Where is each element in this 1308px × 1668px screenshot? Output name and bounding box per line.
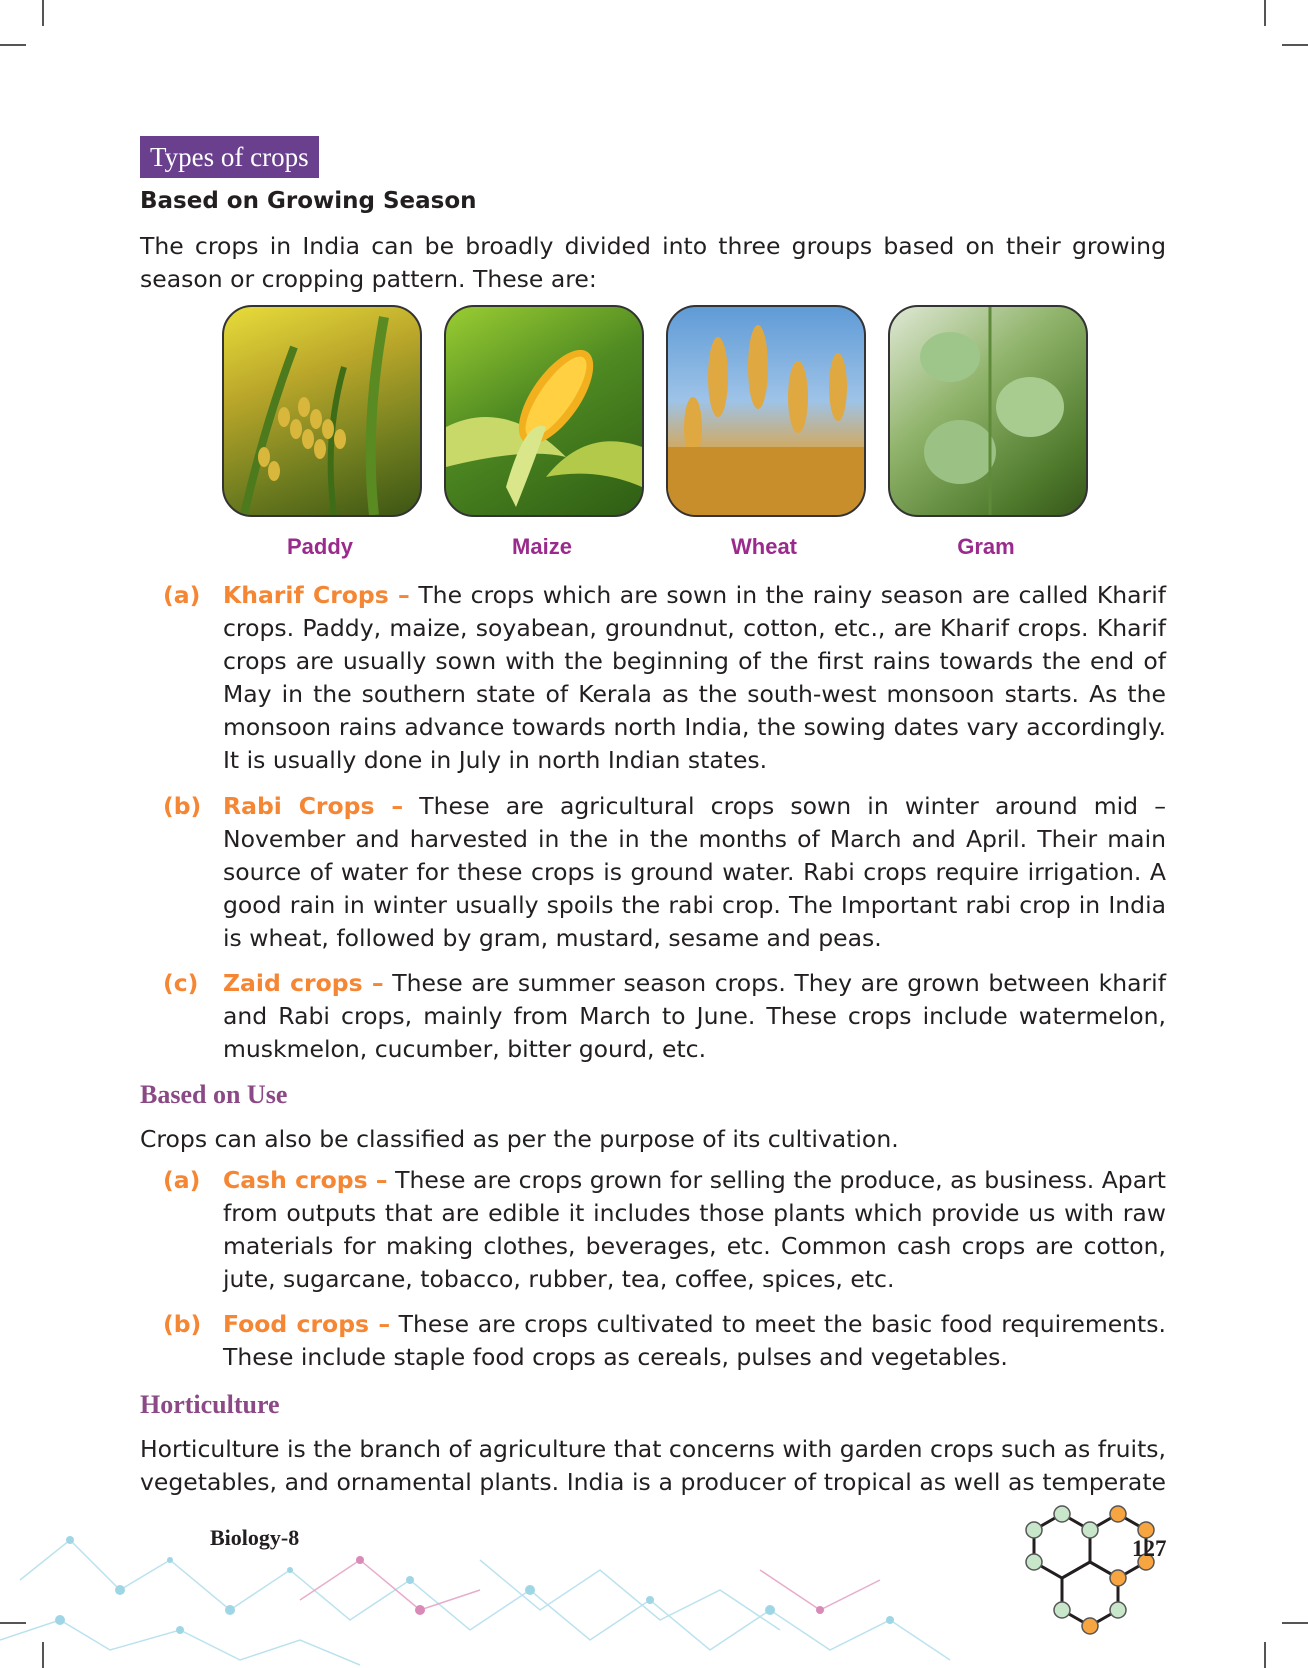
paddy-photo [222,305,422,517]
list-item-kharif [163,579,1166,777]
item-label: (b) [163,792,202,820]
item-text [223,1308,1166,1374]
horticulture-heading: Horticulture [140,1390,280,1419]
item-term: Food crops – [223,1310,391,1338]
list-item-cash [163,1164,1166,1296]
item-label: (c) [163,969,199,997]
item-label: (a) [163,1166,201,1194]
item-term: Rabi Crops – [223,792,404,820]
item-label: (a) [163,581,201,609]
season-intro: The crops in India can be broadly divided into three groups based on their growing season or cropping pattern. These are: [140,232,1166,293]
item-text [223,1164,1166,1296]
list-item-zaid [163,967,1166,1066]
crop-caption: Wheat [731,534,797,559]
item-term: Cash crops – [223,1166,388,1194]
page-number: 127 [1132,1536,1167,1561]
gram-photo [888,305,1088,517]
item-body: These are crops grown for selling the produce, as business. Apart from outputs that are edible it includes those plants which provide us with raw materials for making clothes, beverages, etc. Common cash crops are cotton, jute, sugarcane, tobacco, rubber, tea, coffee, spices, etc. [223,1166,1166,1293]
item-term: Zaid crops – [223,969,384,997]
season-heading: Based on Growing Season [140,188,477,214]
use-heading: Based on Use [140,1080,288,1109]
crop-mark [1282,44,1308,46]
paddy-illustration [224,307,420,515]
use-intro: Crops can also be classified as per the purpose of its cultivation. [140,1125,899,1153]
item-body: These are summer season crops. They are grown between kharif and Rabi crops, mainly from March to June. These crops include watermelon, muskmelon, cucumber, bitter gourd, etc. [223,969,1166,1063]
item-text [223,967,1166,1066]
wheat-photo [666,305,866,517]
list-item-food [163,1308,1166,1374]
item-label: (b) [163,1310,202,1338]
item-body: The crops which are sown in the rainy season are called Kharif crops. Paddy, maize, soyabean, groundnut, cotton, etc., are Kharif crops. Kharif crops are usually sown with the beginning of the first rains towards the end of May in the southern state of Kerala as the south-west monsoon starts. As the monsoon rains advance towards north India, the sowing dates vary accordingly. It is usually done in July in north Indian states. [223,581,1166,774]
item-text [223,579,1166,777]
section-title: Types of crops [140,136,319,178]
horticulture-text: Horticulture is the branch of agriculture that concerns with garden crops such as fruits, vegetables, and ornamental plants. India is a producer of tropical as well as temperate [140,1435,1166,1496]
book-label: Biology-8 [210,1525,300,1550]
crop-mark [42,0,44,26]
item-body: These are crops cultivated to meet the basic food requirements. These include staple food crops as cereals, pulses and vegetables. [223,1310,1166,1371]
molecule-decoration [0,1500,1308,1668]
crop-mark [0,44,26,46]
crop-caption: Maize [512,534,572,559]
item-body: These are agricultural crops sown in winter around mid – November and harvested in the in the months of March and April. Their main source of water for these crops is ground water. Rabi crops require irrigation. A good rain in winter usually spoils the rabi crop. The Important rabi crop in India is wheat, followed by gram, mustard, sesame and peas. [223,792,1166,952]
maize-illustration [446,307,642,515]
item-text [223,790,1166,955]
crop-caption: Paddy [286,534,354,559]
item-term: Kharif Crops – [223,581,410,609]
list-item-rabi [163,790,1166,955]
maize-photo [444,305,644,517]
wheat-illustration [668,307,864,515]
gram-illustration [890,307,1086,515]
crop-caption: Gram [957,534,1015,559]
crop-mark [1264,0,1266,26]
